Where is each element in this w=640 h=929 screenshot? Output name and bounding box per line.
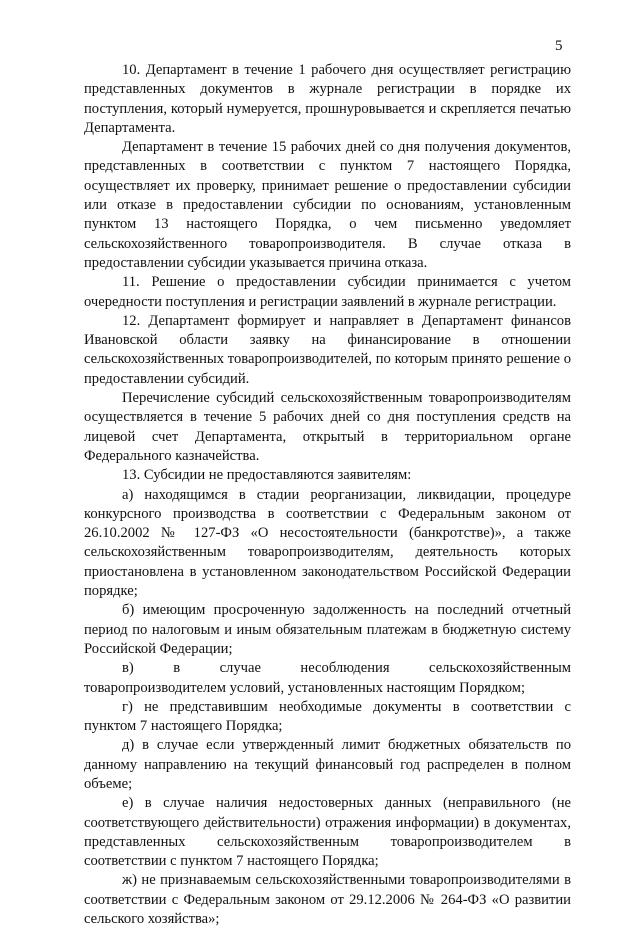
paragraph-11: 11. Решение о предоставлении субсидии принимается с учетом очередности поступления и регистрации заявлений в журнале регистрации. [84,274,571,310]
list-item-g: г) не представившим необходимые документы в соответствии с пунктом 7 настоящего Порядка; [84,698,571,735]
list-item-b: б) имеющим просроченную задолженность на последний отчетный период по налоговым и иным обязательным платежам в бюджетную систему Российской Федерации; [84,602,571,657]
paragraph-12-transfer: Перечисление субсидий сельскохозяйственным товаропроизводителям осуществляется в течение 5 рабочих дней со дня поступления средств на лицевой счет Департамента, открытый в территориальном органе Федерального казначейства. [84,390,571,464]
list-item-a: а) находящимся в стадии реорганизации, ликвидации, процедуре конкурсного производства в соответствии с Федеральным законом от 26.10.2002 № 127-ФЗ «О несостоятельности (банкротстве)», а также сельскохозяйственным товаропроизводителям, деятельность которых приостановлена в установленном законодательством Российской Федерации порядке; [84,486,571,600]
list-item-v: в) в случае несоблюдения сельскохозяйственным товаропроизводителем условий, установленных настоящим Порядком; [84,660,571,696]
document-body [84,61,571,929]
list-item-e: е) в случае наличия недостоверных данных (неправильного (не соответствующего действительности) отражения информации) в документах, представленных сельскохозяйственным товаропроизводителем в соответствии с пунктом 7 настоящего Порядка; [84,795,571,870]
paragraph-13: 13. Субсидии не предоставляются заявителям: [122,467,412,484]
paragraph-10-review: Департамент в течение 15 рабочих дней со дня получения документов, представленных в соответствии с пунктом 7 настоящего Порядка, осуществляет их проверку, принимает решение о предоставлении субсидии или отказе в предоставлении субсидии по основаниям, установленным пунктом 13 настоящего Порядка, о чем письменно уведомляет сельскохозяйственного товаропроизводителя. В случае отказа в предоставлении субсидии указывается причина отказа. [84,139,571,271]
paragraph-10: 10. Департамент в течение 1 рабочего дня осуществляет регистрацию представленных документов в журнале регистрации в порядке их поступления, который нумеруется, прошнуровывается и скрепляется печатью Департамента. [84,62,571,136]
list-item-zh: ж) не признаваемым сельскохозяйственными товаропроизводителями в соответствии с Федеральным законом от 29.12.2006 № 264-ФЗ «О развитии сельского хозяйства»; [84,872,571,928]
list-item-d: д) в случае если утвержденный лимит бюджетных обязательств по данному направлению на текущий финансовый год распределен в полном объеме; [84,737,571,792]
page-number: 5 [555,38,563,54]
paragraph-12: 12. Департамент формирует и направляет в Департамент финансов Ивановской области заявку на финансирование в отношении сельскохозяйственных товаропроизводителей, по которым принято решение о предоставлении субсидий. [84,312,571,387]
